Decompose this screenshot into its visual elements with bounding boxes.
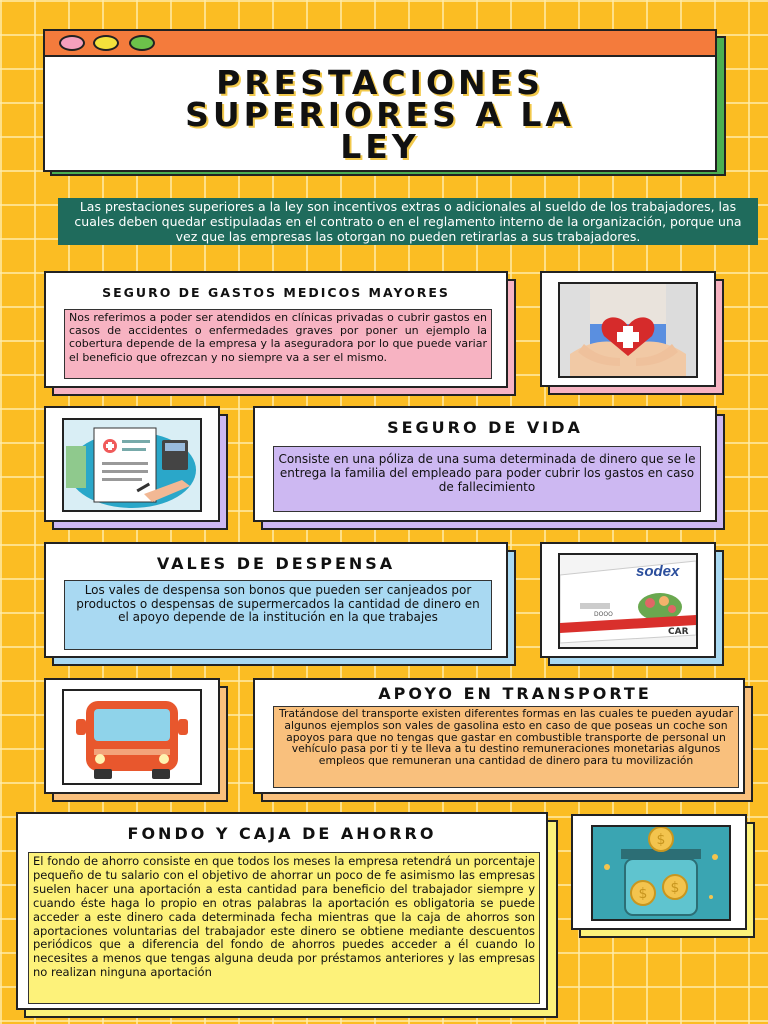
sodexo-logo-text: sodex [636,563,680,580]
coins-card [571,814,747,930]
coins-jar-image [591,825,731,921]
page-title [45,63,715,166]
insurance-form-image [62,418,202,512]
transporte-title: APOYO EN TRANSPORTE [378,684,652,703]
header-card [43,29,717,172]
vales-card [44,542,508,658]
header-bar [45,31,715,57]
doc-card [44,406,220,522]
sodexo-voucher-image [558,553,698,649]
sodexo-card [540,542,716,658]
transporte-card [253,678,745,794]
vida-text: Consiste en una póliza de una suma determinada de dinero que se le entrega la familia del empleado para poder cubrir los gastos en caso de fallecimiento [273,446,701,512]
bus-card [44,678,220,794]
svg-text:$: $ [638,886,648,902]
gastos-title: SEGURO DE GASTOS MEDICOS MAYORES [102,285,450,300]
vales-title: VALES DE DESPENSA [156,554,396,573]
hands-card [540,271,716,387]
hands-heart-image [558,282,698,378]
bus-icon [64,691,200,783]
vales-text: Los vales de despensa son bonos que pueden ser canjeados por productos o despensas de supermercados la cantidad de dinero en el apoyo depende de la institución en la que trabajes [64,580,492,650]
vida-card [253,406,717,522]
transporte-text: Tratándose del transporte existen diferentes formas en las cuales te pueden ayudar algunos ejemplos son vales de gasolina esto en caso de que poseas un coche son apoyos para que no tengas que gastar en combustible transporte de personal un vehículo pasa por ti y te lleva a tu destino remuneraciones monetarias algunos empleos que remuneran una cantidad de dinero para tu movilización [273,706,739,788]
gastos-text: Nos referimos a poder ser atendidos en clínicas privadas o cubrir gastos en casos de accidentes o enfermedades graves por poner un ejemplo la cobertura depende de la empresa y la aseguradora por lo que puede variar el beneficio que ofrezcan y no siempre va a ser el mismo. [64,309,492,379]
intro-text: Las prestaciones superiores a la ley son incentivos extras o adicionales al sueldo de los trabajadores, las cuales deben quedar estipuladas en el contrato o en el reglamento interno de la organización, porque una vez que las empresas las otorgan no pueden retirarlas a sus trabajadores. [58,198,758,245]
voucher-card-label: CAR [668,627,689,637]
ahorro-title: FONDO Y CAJA DE AHORRO [127,824,437,843]
ahorro-text: El fondo de ahorro consiste en que todos los meses la empresa retendrá un porcentaje pequeño de tu salario con el objetivo de ahorrar un poco de fe asimismo las empresas suelen hacer una aportación a esta cantidad para beneficio del trabajador siempre y cuando éste haga lo propio en otras palabras la aportación es obligatoria se puede acceder a este dinero cada determinada fecha mientras que la caja de ahorros son aportaciones voluntarias del trabajador este dinero se obtiene mediante descuentos periódicos que a diferencia del fondo de ahorros puedes acceder a él cuando lo necesites a menos que tengas alguna deuda por préstamos anteriores y las empresas no realizan ninguna aportación [28,852,540,1004]
voucher-card-number: DOOO [594,611,613,618]
window-dot-green [129,35,155,51]
page-title-line1: PRESTACIONES [216,63,544,102]
window-dot-yellow [93,35,119,51]
hands-heart-icon [560,284,696,376]
svg-text:$: $ [656,832,666,848]
coins-jar-icon [593,827,729,919]
insurance-form-icon [64,420,200,510]
page-title-line3: LEY [340,127,420,166]
page-title-line2: SUPERIORES A LA [185,95,575,134]
ahorro-card [16,812,548,1010]
window-dot-pink [59,35,85,51]
svg-text:$: $ [670,880,680,896]
bus-image [62,689,202,785]
vida-title: SEGURO DE VIDA [387,418,583,437]
gastos-card [44,271,508,388]
